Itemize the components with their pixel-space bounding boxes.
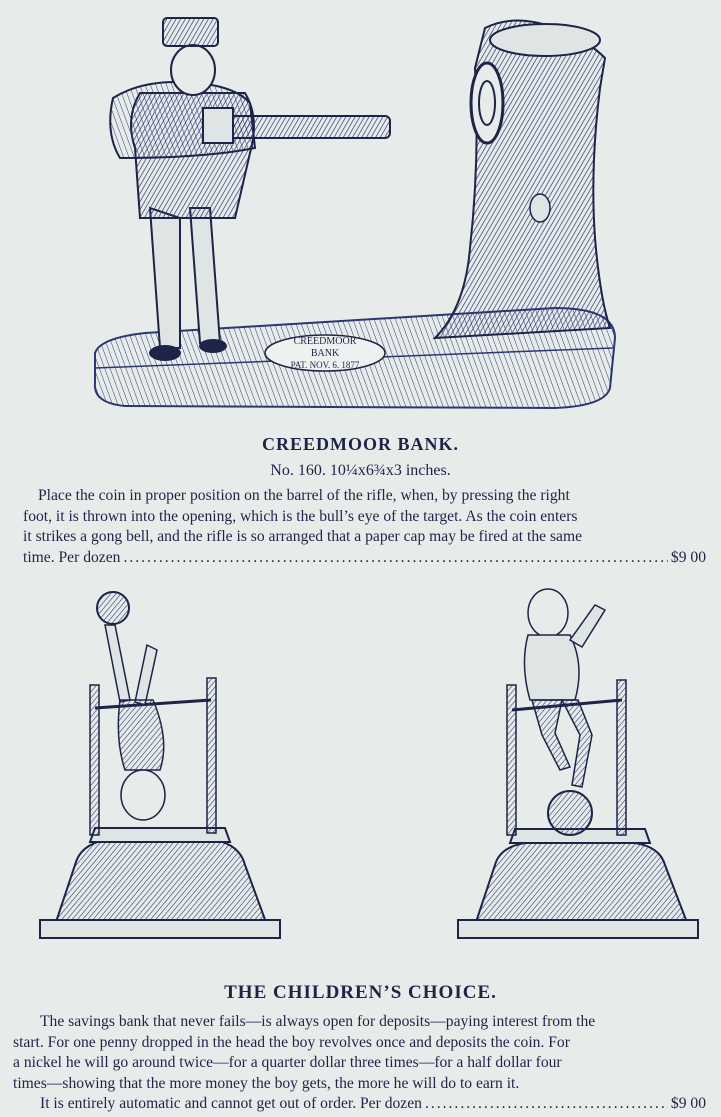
childrens-desc-line: times—showing that the more money the boy gets, the more he will do to earn it.: [13, 1074, 520, 1092]
plaque-text-line1: CREEDMOOR: [293, 336, 357, 347]
creedmoor-price-lead: time. Per dozen: [23, 548, 121, 566]
creedmoor-bank-illustration: [85, 8, 625, 413]
childrens-price-lead: It is entirely automatic and cannot get out of order. Per dozen: [40, 1095, 422, 1112]
plaque-text-line3: PAT. NOV. 6. 1877: [290, 360, 360, 370]
plaque-text-line2: BANK: [310, 348, 340, 359]
creedmoor-desc-line: Place the coin in proper position on the barrel of the rifle, when, by pressing the right: [38, 487, 570, 504]
childrens-choice-title: THE CHILDREN’S CHOICE.: [224, 982, 497, 1003]
creedmoor-price-line: [23, 548, 706, 569]
childrens-choice-illustration-left: [35, 590, 285, 945]
childrens-desc-line: start. For one penny dropped in the head the boy revolves once and deposits the coin. For: [13, 1033, 570, 1051]
childrens-choice-illustration-right: [450, 585, 705, 950]
creedmoor-title: CREEDMOOR BANK.: [261, 434, 459, 454]
creedmoor-description: [23, 486, 706, 568]
creedmoor-desc-line: foot, it is thrown into the opening, which is the bull’s eye of the target. As the coin enters: [23, 507, 578, 525]
creedmoor-price: $9 00: [670, 548, 706, 566]
childrens-price: $9 00: [670, 1095, 706, 1112]
creedmoor-spec: No. 160. 10¼x6¾x3 inches.: [270, 462, 451, 479]
childrens-desc-line: The savings bank that never fails—is always open for deposits—paying interest from the: [40, 1013, 596, 1030]
childrens-desc-line: a nickel he will go around twice—for a quarter dollar three times—for a half dollar four: [13, 1054, 562, 1071]
childrens-price-line: [40, 1094, 706, 1115]
leader-dots: [123, 548, 667, 569]
childrens-choice-description: [13, 1012, 706, 1115]
creedmoor-desc-line: it strikes a gong bell, and the rifle is so arranged that a paper cap may be fired at the same: [23, 528, 582, 545]
leader-dots: [425, 1094, 668, 1115]
